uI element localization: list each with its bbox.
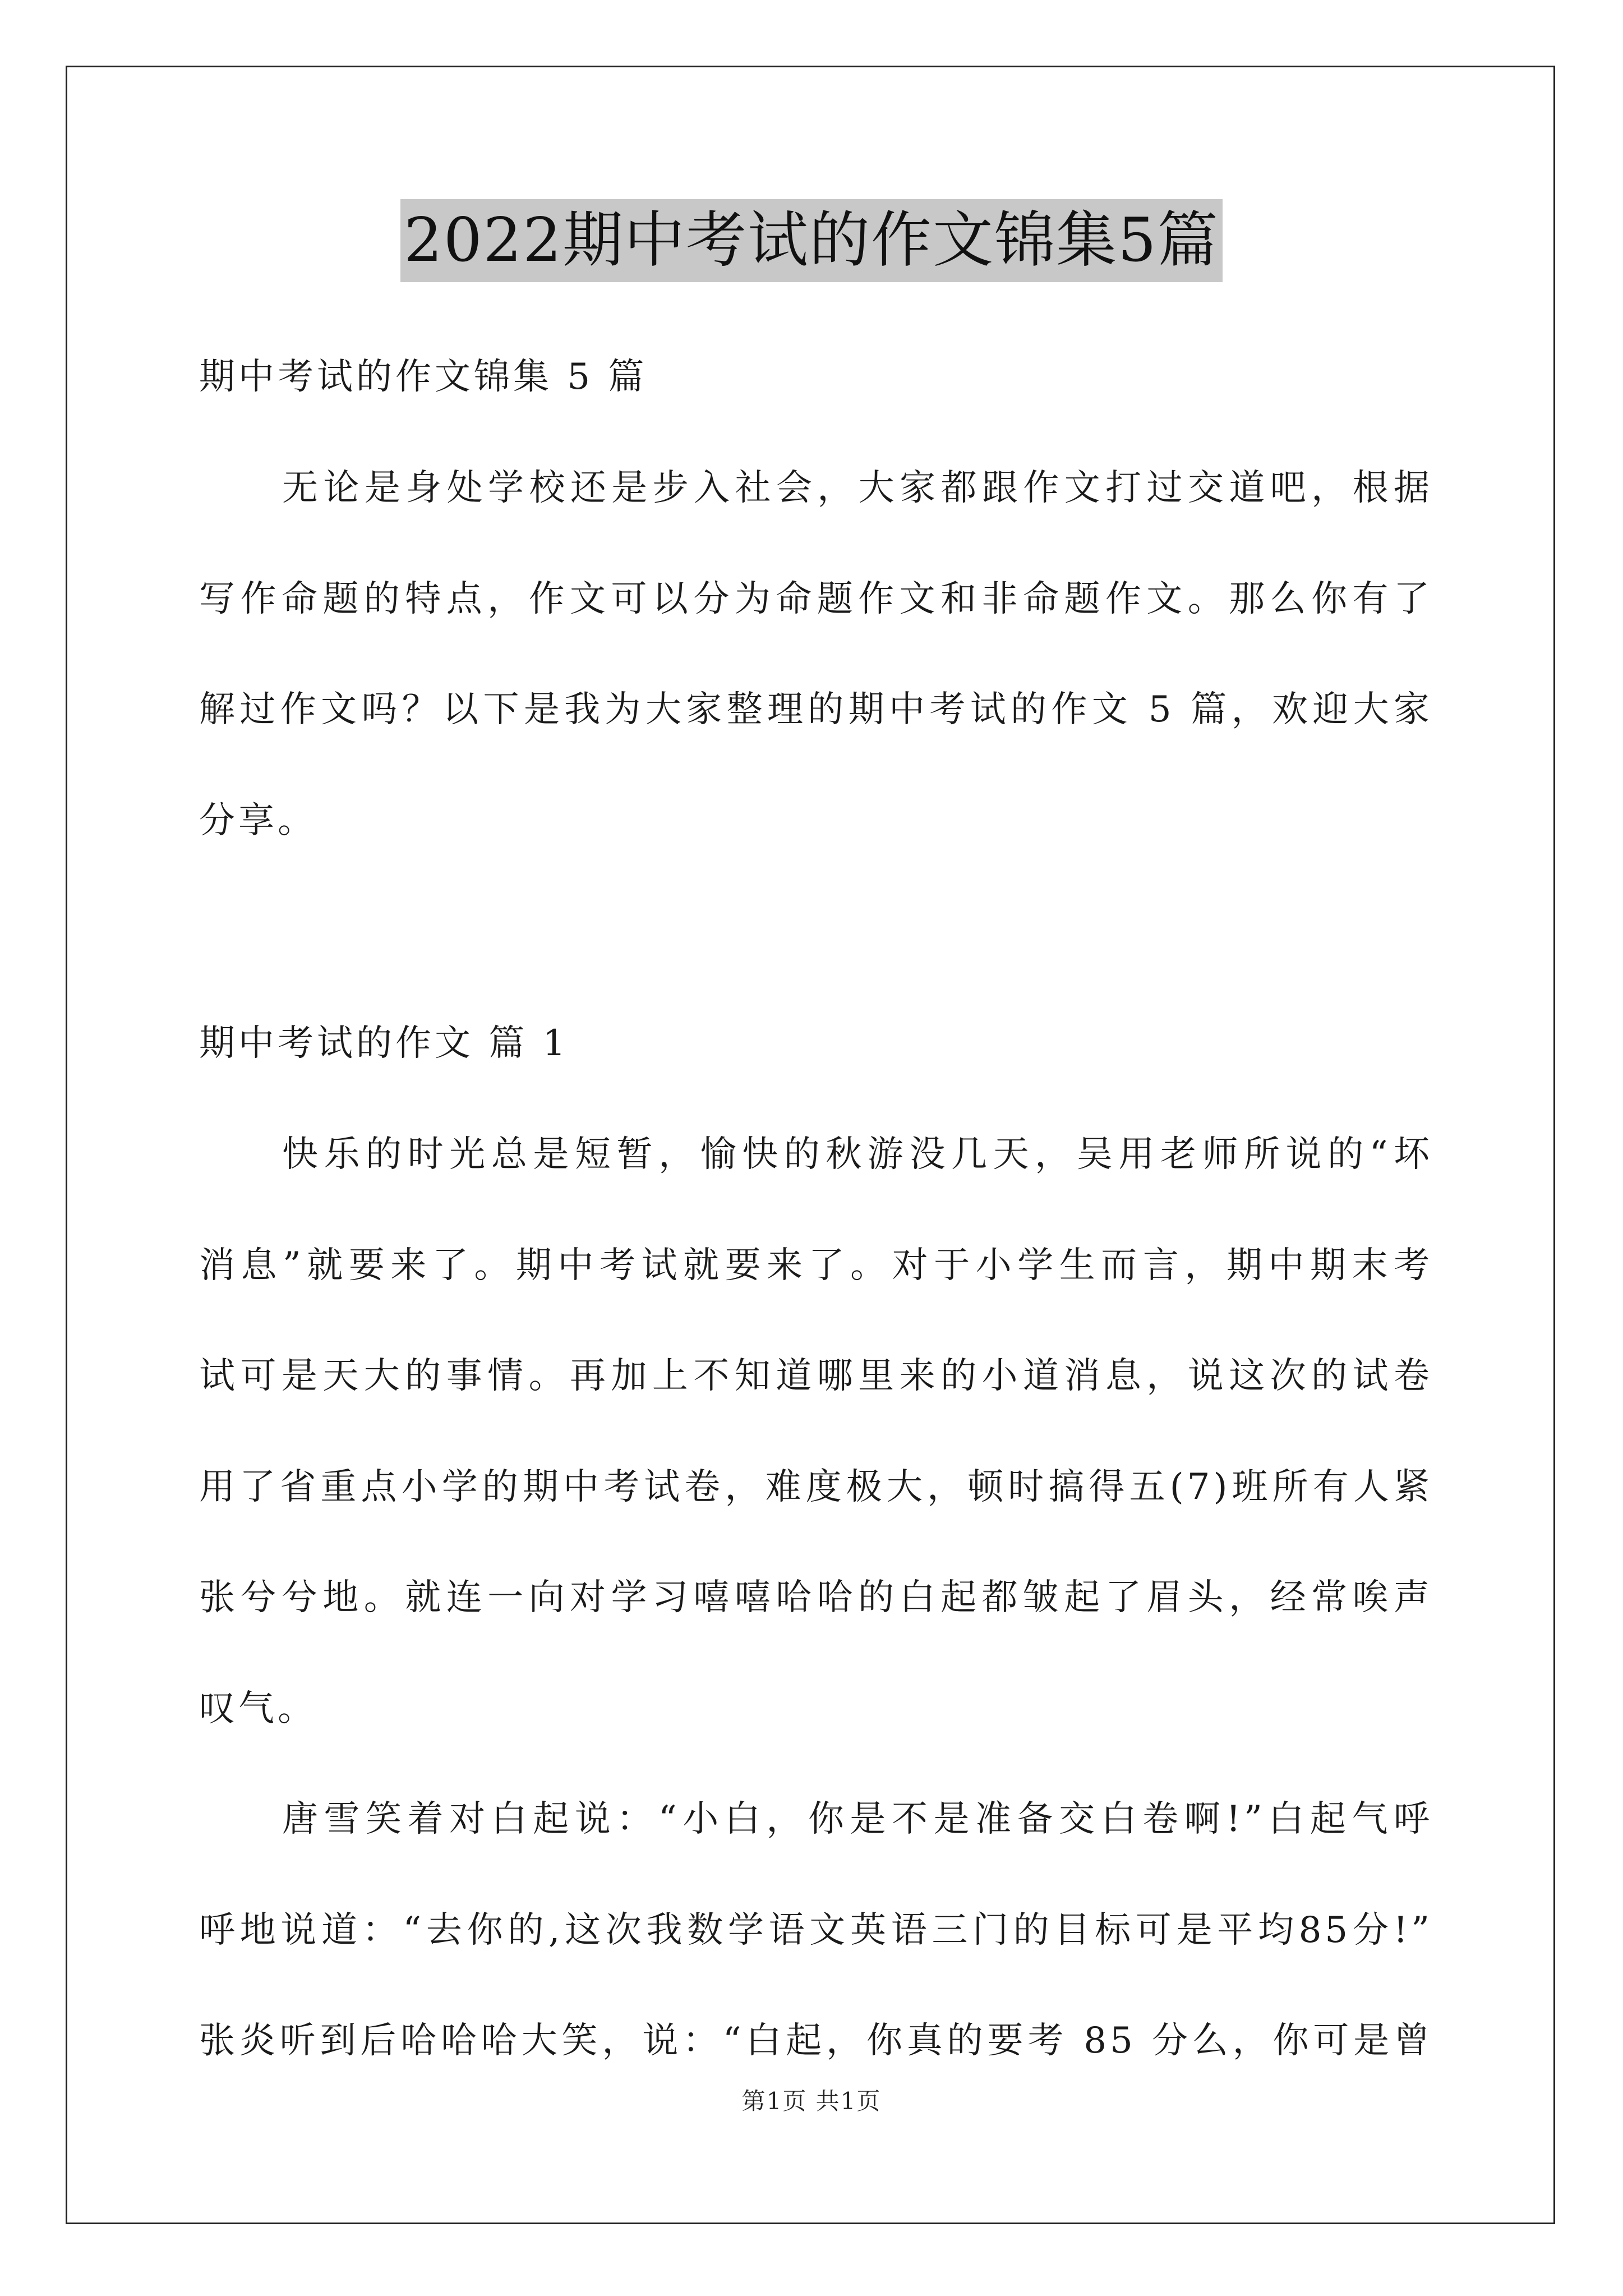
intro-line-4: 分享。	[199, 800, 317, 841]
page-number-footer: 第1页 共1页	[741, 2087, 882, 2115]
body-line-5: 张兮兮地。就连一向对学习嘻嘻哈哈的白起都皱起了眉头，经常唉声	[199, 1577, 1433, 1618]
dialog-line-3: 张炎听到后哈哈哈大笑，说：“白起，你真的要考 85 分么，你可是曾	[199, 2020, 1433, 2062]
body-line-2: 消息”就要来了。期中考试就要来了。对于小学生而言，期中期末考	[199, 1245, 1433, 1286]
document-title: 2022期中考试的作文锦集5篇	[400, 199, 1223, 282]
intro-line-3: 解过作文吗？以下是我为大家整理的期中考试的作文 5 篇，欢迎大家	[199, 689, 1433, 730]
title-container	[0, 199, 1623, 282]
body-line-3: 试可是天大的事情。再加上不知道哪里来的小道消息，说这次的试卷	[199, 1355, 1433, 1397]
intro-line-1: 无论是身处学校还是步入社会，大家都跟作文打过交道吧，根据	[282, 467, 1433, 509]
body-line-6: 叹气。	[199, 1688, 317, 1729]
intro-line-2: 写作命题的特点，作文可以分为命题作文和非命题作文。那么你有了	[199, 578, 1433, 620]
subtitle-line: 期中考试的作文锦集 5 篇	[199, 356, 648, 398]
body-line-4: 用了省重点小学的期中考试卷，难度极大，顿时搞得五(7)班所有人紧	[199, 1466, 1433, 1508]
body-line-1: 快乐的时光总是短暂，愉快的秋游没几天，吴用老师所说的“坏	[282, 1134, 1433, 1175]
dialog-line-2: 呼地说道：“去你的,这次我数学语文英语三门的目标可是平均85分!”	[199, 1910, 1433, 1951]
dialog-line-1: 唐雪笑着对白起说：“小白，你是不是准备交白卷啊!”白起气呼	[282, 1798, 1433, 1840]
section-heading: 期中考试的作文 篇 1	[199, 1023, 569, 1064]
